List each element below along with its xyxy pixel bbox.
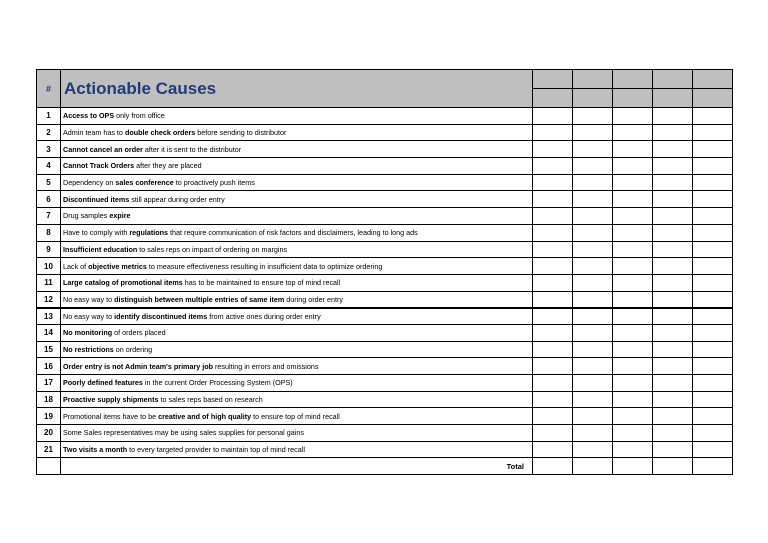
score-cell	[533, 258, 573, 275]
cause-number: 7	[37, 208, 61, 225]
cause-text	[61, 375, 533, 392]
score-cell	[653, 375, 693, 392]
score-cell	[613, 274, 653, 291]
cause-row	[37, 441, 733, 458]
score-cell	[693, 391, 733, 408]
score-cell	[613, 191, 653, 208]
cause-text-segment: to sales reps based on research	[158, 395, 263, 405]
score-cell	[613, 425, 653, 442]
cause-text-segment: of orders placed	[112, 328, 166, 338]
score-cell	[693, 224, 733, 241]
score-cell	[693, 158, 733, 175]
cause-row	[37, 258, 733, 275]
score-cell	[533, 141, 573, 158]
cause-text-emphasis: Two visits a month	[63, 445, 128, 455]
cause-number: 13	[37, 308, 61, 325]
score-cell	[653, 425, 693, 442]
score-cell	[613, 441, 653, 458]
score-cell	[653, 324, 693, 341]
score-cell	[613, 308, 653, 325]
cause-row	[37, 274, 733, 291]
cause-row	[37, 358, 733, 375]
score-cell	[613, 224, 653, 241]
score-cell	[533, 158, 573, 175]
cause-text-segment: to ensure top of mind recall	[251, 411, 340, 421]
cause-text	[61, 258, 533, 275]
cause-row	[37, 124, 733, 141]
score-cell	[653, 274, 693, 291]
score-cell	[653, 258, 693, 275]
score-cell	[533, 408, 573, 425]
score-header-cell	[573, 70, 613, 89]
cause-text-emphasis: distinguish between multiple entries of same item	[114, 294, 285, 304]
score-cell	[573, 258, 613, 275]
score-cell	[533, 308, 573, 325]
cause-text-emphasis: Access to OPS	[63, 111, 115, 121]
cause-number: 8	[37, 224, 61, 241]
score-cell	[533, 108, 573, 125]
score-header-cell	[693, 70, 733, 89]
cause-text-segment: on ordering	[113, 344, 153, 354]
score-cell	[653, 158, 693, 175]
cause-text	[61, 158, 533, 175]
cause-number: 3	[37, 141, 61, 158]
score-cell	[653, 124, 693, 141]
score-cell	[533, 341, 573, 358]
score-cell	[573, 425, 613, 442]
cause-text-emphasis: Cannot Track Orders	[63, 161, 135, 171]
score-cell	[693, 425, 733, 442]
score-cell	[693, 174, 733, 191]
score-cell	[693, 375, 733, 392]
score-cell	[693, 324, 733, 341]
cause-text-segment: only from office	[114, 111, 165, 121]
cause-row	[37, 291, 733, 308]
score-cell	[693, 241, 733, 258]
score-cell	[533, 358, 573, 375]
cause-text-segment: Admin team has to	[63, 128, 125, 138]
score-cell	[613, 341, 653, 358]
score-cell	[613, 158, 653, 175]
cause-text	[61, 208, 533, 225]
cause-text-segment: still appear during order entry	[129, 194, 225, 204]
cause-number: 21	[37, 441, 61, 458]
score-cell	[693, 274, 733, 291]
score-cell	[573, 358, 613, 375]
cause-row	[37, 108, 733, 125]
cause-text-emphasis: creative and of high quality	[158, 411, 252, 421]
cause-number: 10	[37, 258, 61, 275]
score-cell	[693, 308, 733, 325]
cause-text	[61, 141, 533, 158]
total-score-cell	[533, 458, 573, 475]
score-cell	[693, 258, 733, 275]
cause-text	[61, 308, 533, 325]
score-cell	[613, 208, 653, 225]
score-cell	[533, 174, 573, 191]
cause-number: 16	[37, 358, 61, 375]
score-cell	[653, 358, 693, 375]
cause-text-segment: Lack of	[63, 261, 89, 271]
score-cell	[653, 391, 693, 408]
cause-text-segment: has to be maintained to ensure top of mind recall	[182, 278, 341, 288]
cause-text-emphasis: sales conference	[115, 178, 174, 188]
cause-text-segment: to measure effectiveness resulting in insufficient data to optimize ordering	[146, 261, 383, 271]
score-cell	[653, 191, 693, 208]
score-cell	[653, 174, 693, 191]
score-cell	[613, 241, 653, 258]
score-cell	[573, 441, 613, 458]
number-column-header: #	[37, 70, 61, 108]
cause-number: 1	[37, 108, 61, 125]
score-cell	[573, 224, 613, 241]
cause-number: 15	[37, 341, 61, 358]
cause-text-segment: resulting in errors and omissions	[213, 361, 319, 371]
actionable-causes-table	[36, 69, 733, 475]
cause-text-segment: in the current Order Processing System (OPS)	[142, 378, 293, 388]
cause-row	[37, 408, 733, 425]
cause-text	[61, 224, 533, 241]
cause-text-emphasis: expire	[109, 211, 131, 221]
score-cell	[573, 191, 613, 208]
cause-text-emphasis: Poorly defined features	[63, 378, 143, 388]
cause-number: 20	[37, 425, 61, 442]
cause-text-segment: to every targeted provider to maintain top of mind recall	[127, 445, 305, 455]
total-label: Total	[61, 458, 533, 475]
score-cell	[653, 308, 693, 325]
cause-text-segment: from active ones during order entry	[207, 311, 321, 321]
score-cell	[613, 258, 653, 275]
score-cell	[693, 191, 733, 208]
score-cell	[573, 291, 613, 308]
cause-row	[37, 341, 733, 358]
cause-text	[61, 441, 533, 458]
score-cell	[693, 441, 733, 458]
score-cell	[613, 291, 653, 308]
cause-number: 4	[37, 158, 61, 175]
cause-text	[61, 408, 533, 425]
score-cell	[653, 108, 693, 125]
cause-text	[61, 425, 533, 442]
score-cell	[693, 341, 733, 358]
cause-text-emphasis: No monitoring	[63, 328, 113, 338]
cause-number: 6	[37, 191, 61, 208]
header-row	[37, 70, 733, 89]
total-score-cell	[573, 458, 613, 475]
cause-text-segment: Some Sales representatives may be using sales supplies for personal gains	[63, 428, 304, 438]
cause-number: 11	[37, 274, 61, 291]
score-cell	[573, 375, 613, 392]
score-cell	[613, 375, 653, 392]
total-score-cell	[693, 458, 733, 475]
cause-text-emphasis: Cannot cancel an order	[63, 144, 143, 154]
score-cell	[533, 191, 573, 208]
cause-text	[61, 124, 533, 141]
cause-text-emphasis: regulations	[129, 228, 169, 238]
score-cell	[573, 124, 613, 141]
score-cell	[573, 108, 613, 125]
score-cell	[613, 391, 653, 408]
cause-text-segment: Dependency on	[63, 178, 116, 188]
score-cell	[573, 208, 613, 225]
cause-text-emphasis: Insufficient education	[63, 244, 138, 254]
score-cell	[573, 324, 613, 341]
score-cell	[653, 241, 693, 258]
cause-row	[37, 141, 733, 158]
cause-text-segment: No easy way to	[63, 311, 115, 321]
cause-number: 5	[37, 174, 61, 191]
score-cell	[573, 391, 613, 408]
cause-text	[61, 291, 533, 308]
cause-number: 17	[37, 375, 61, 392]
score-cell	[573, 341, 613, 358]
cause-row	[37, 324, 733, 341]
score-cell	[653, 441, 693, 458]
score-cell	[573, 174, 613, 191]
score-cell	[693, 141, 733, 158]
cause-number: 19	[37, 408, 61, 425]
score-header-cell	[533, 89, 573, 108]
cause-text-emphasis: Large catalog of promotional items	[63, 278, 183, 288]
score-cell	[533, 375, 573, 392]
cause-text-segment: after they are placed	[134, 161, 202, 171]
score-cell	[653, 141, 693, 158]
cause-row	[37, 191, 733, 208]
cause-number: 9	[37, 241, 61, 258]
cause-text	[61, 358, 533, 375]
cause-text-segment: Have to comply with	[63, 228, 130, 238]
score-cell	[573, 274, 613, 291]
cause-text-segment: Promotional items have to be	[63, 411, 159, 421]
cause-text	[61, 341, 533, 358]
cause-text-emphasis: No restrictions	[63, 344, 114, 354]
cause-text-emphasis: double check orders	[124, 128, 196, 138]
score-cell	[533, 391, 573, 408]
score-header-cell	[573, 89, 613, 108]
cause-text	[61, 241, 533, 258]
cause-row	[37, 241, 733, 258]
score-header-cell	[653, 70, 693, 89]
score-cell	[693, 408, 733, 425]
score-header-cell	[613, 89, 653, 108]
score-cell	[653, 208, 693, 225]
score-header-cell	[653, 89, 693, 108]
cause-text	[61, 174, 533, 191]
cause-text-segment: to proactively push items	[173, 178, 255, 188]
cause-text	[61, 324, 533, 341]
score-cell	[533, 291, 573, 308]
total-score-cell	[653, 458, 693, 475]
cause-text-emphasis: Proactive supply shipments	[63, 395, 159, 405]
cause-text	[61, 108, 533, 125]
score-cell	[693, 208, 733, 225]
cause-text-segment: to sales reps on impact of ordering on margins	[137, 244, 288, 254]
score-cell	[613, 324, 653, 341]
cause-row	[37, 208, 733, 225]
score-cell	[533, 224, 573, 241]
cause-text	[61, 274, 533, 291]
score-cell	[693, 124, 733, 141]
score-header-cell	[613, 70, 653, 89]
cause-text-emphasis: identify discontinued items	[114, 311, 208, 321]
cause-text-emphasis: Discontinued items	[63, 194, 130, 204]
score-cell	[533, 425, 573, 442]
cause-text	[61, 191, 533, 208]
score-cell	[533, 324, 573, 341]
cause-text-segment: No easy way to	[63, 294, 115, 304]
cause-row	[37, 425, 733, 442]
score-header-cell	[533, 70, 573, 89]
cause-row	[37, 391, 733, 408]
cause-number: 2	[37, 124, 61, 141]
score-cell	[533, 208, 573, 225]
cause-row	[37, 224, 733, 241]
score-cell	[573, 141, 613, 158]
score-cell	[613, 141, 653, 158]
cause-text-segment: after it is sent to the distributor	[142, 144, 242, 154]
score-cell	[573, 241, 613, 258]
total-number-cell	[37, 458, 61, 475]
score-cell	[693, 108, 733, 125]
cause-row	[37, 174, 733, 191]
score-cell	[613, 124, 653, 141]
score-cell	[533, 441, 573, 458]
score-cell	[533, 274, 573, 291]
score-cell	[613, 174, 653, 191]
cause-text-segment: Drug samples	[63, 211, 110, 221]
score-cell	[613, 108, 653, 125]
cause-text-segment: before sending to distributor	[195, 128, 287, 138]
cause-number: 12	[37, 291, 61, 308]
score-cell	[533, 241, 573, 258]
cause-row	[37, 375, 733, 392]
cause-text-segment: that require communication of risk factors and disclaimers, leading to long ads	[168, 228, 418, 238]
cause-number: 14	[37, 324, 61, 341]
cause-row	[37, 158, 733, 175]
score-cell	[653, 291, 693, 308]
cause-text-segment: during order entry	[284, 294, 344, 304]
score-cell	[613, 358, 653, 375]
cause-row	[37, 308, 733, 325]
cause-number: 18	[37, 391, 61, 408]
score-cell	[573, 408, 613, 425]
score-cell	[693, 291, 733, 308]
cause-text-emphasis: objective metrics	[88, 261, 147, 271]
total-row	[37, 458, 733, 475]
table-title: Actionable Causes	[61, 70, 533, 108]
score-cell	[613, 408, 653, 425]
cause-text-emphasis: Order entry is not Admin team's primary job	[63, 361, 214, 371]
score-cell	[653, 341, 693, 358]
score-cell	[693, 358, 733, 375]
score-header-cell	[693, 89, 733, 108]
cause-text	[61, 391, 533, 408]
score-cell	[653, 224, 693, 241]
score-cell	[533, 124, 573, 141]
score-cell	[653, 408, 693, 425]
total-score-cell	[613, 458, 653, 475]
score-cell	[573, 158, 613, 175]
score-cell	[573, 308, 613, 325]
